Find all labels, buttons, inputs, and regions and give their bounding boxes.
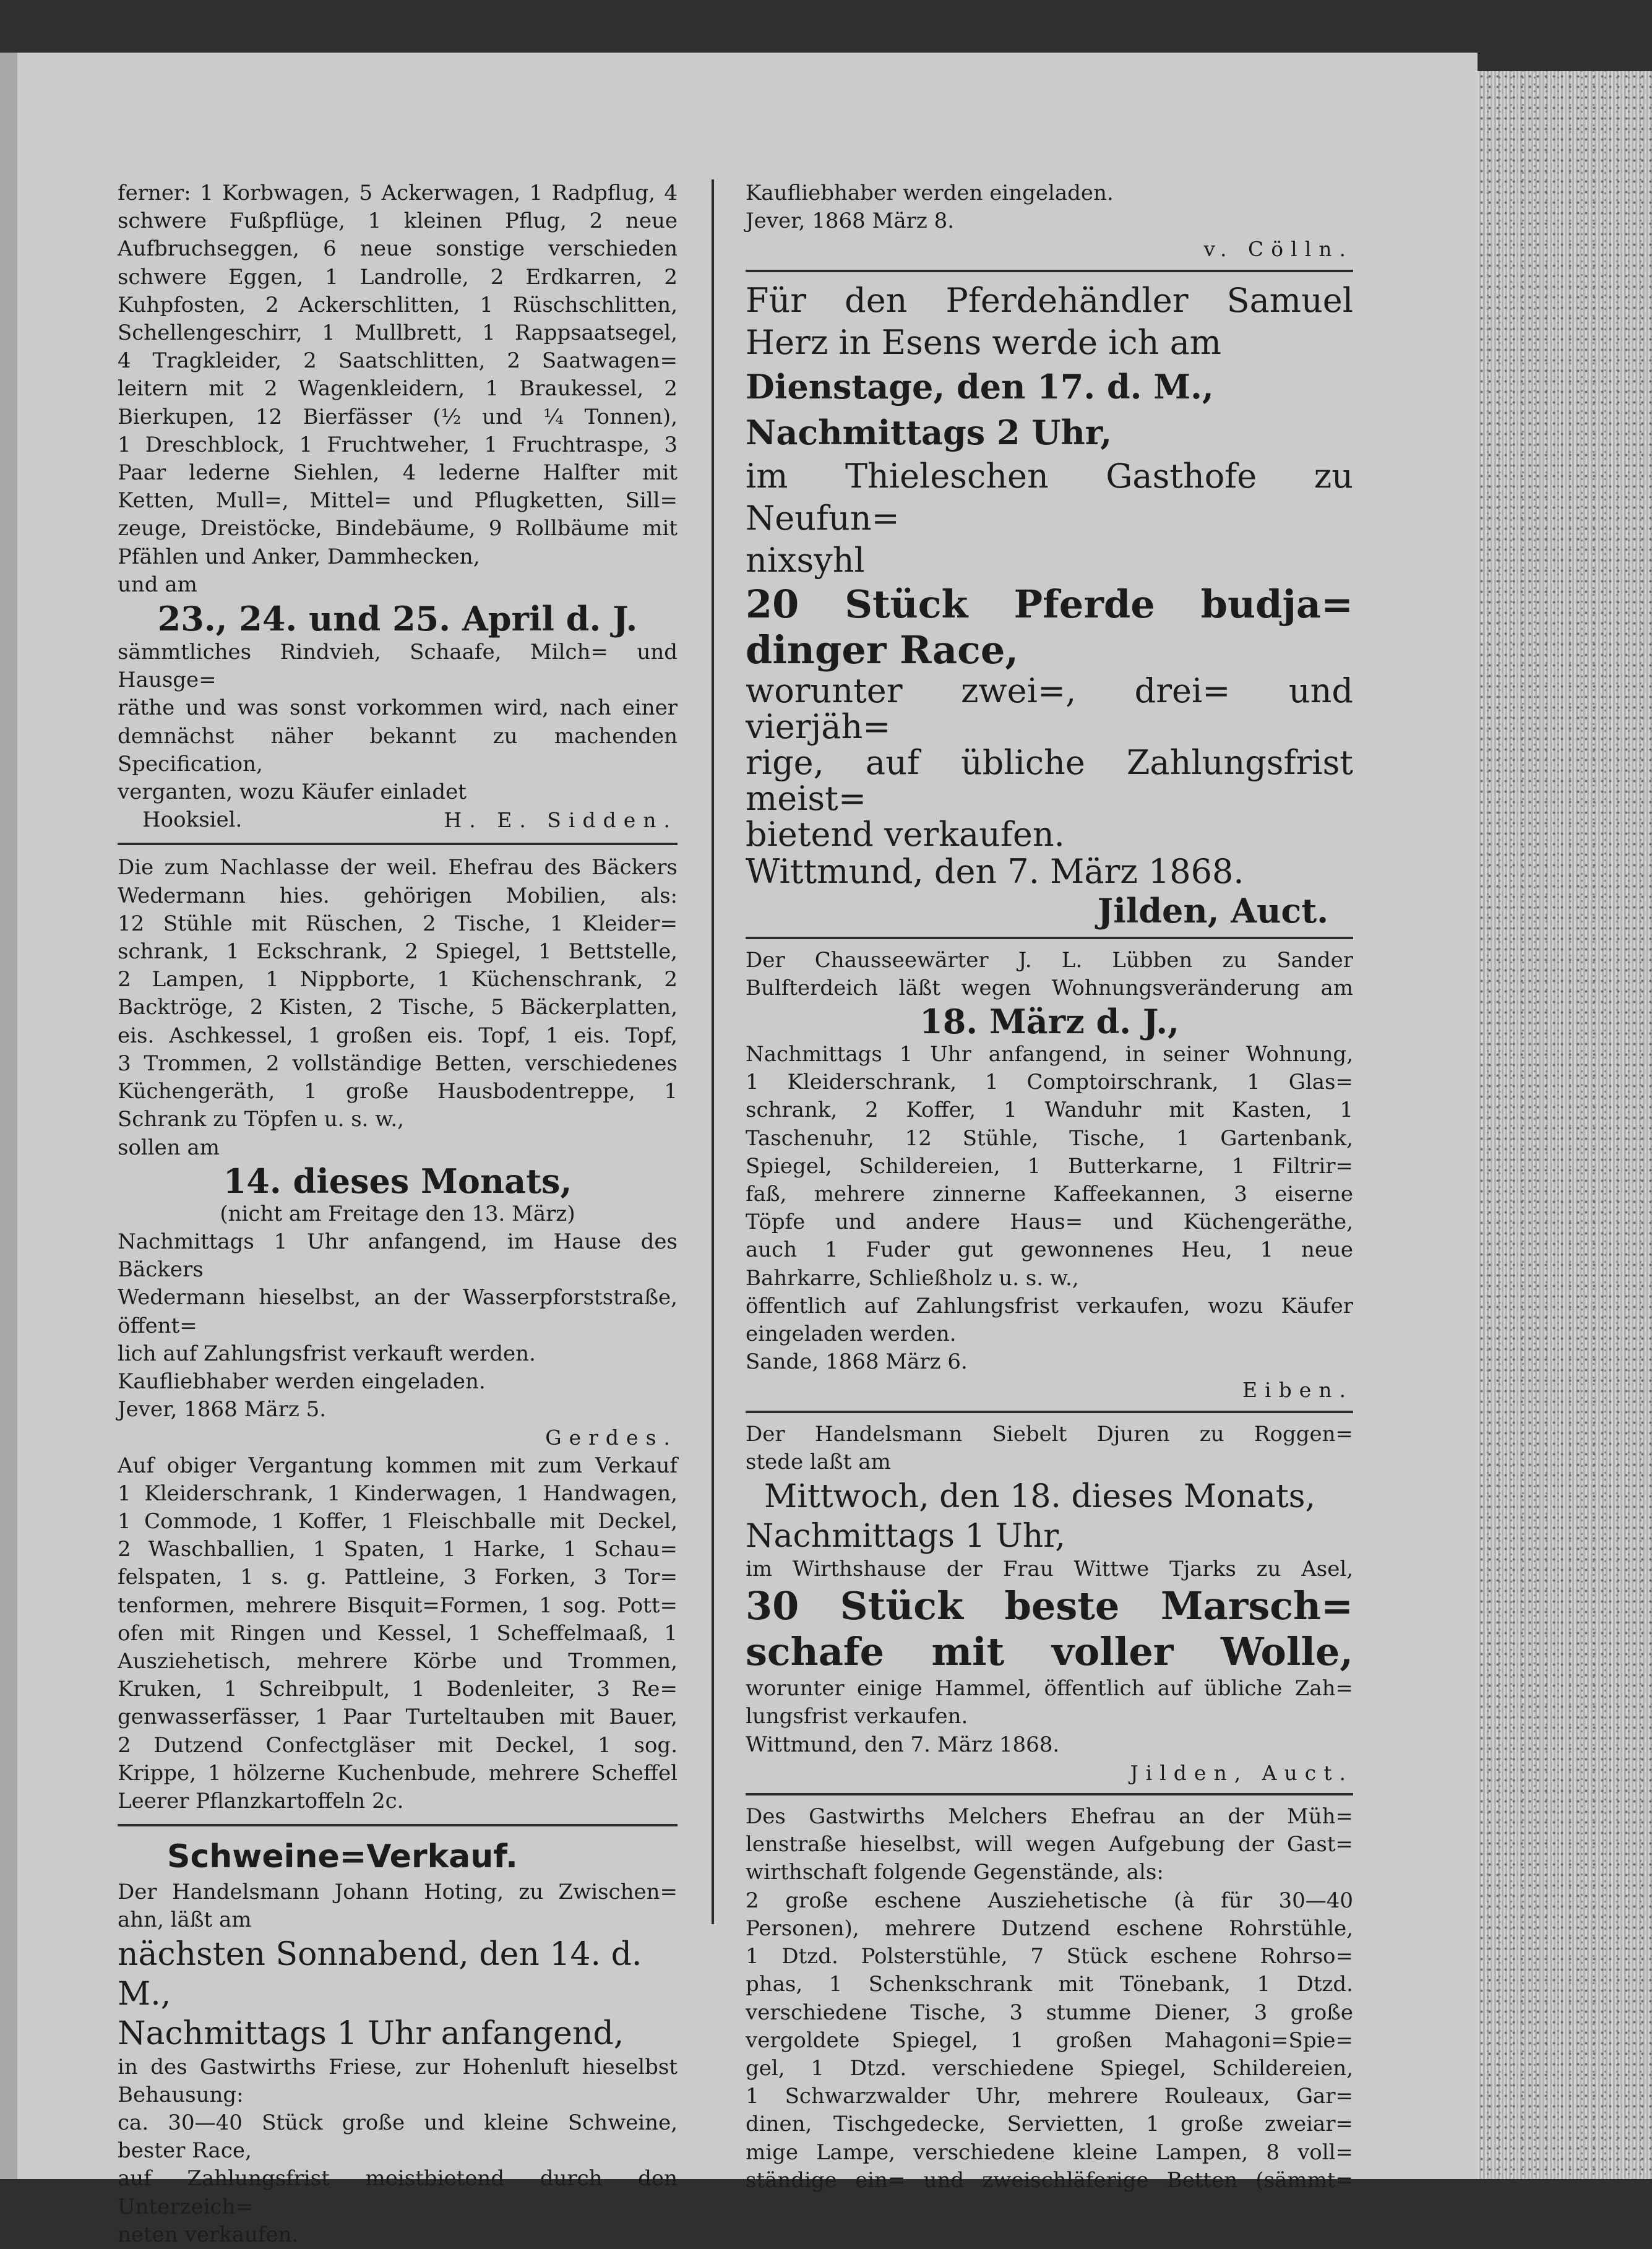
text-line: Bahrkarre, Schließholz u. s. w.,	[746, 1265, 1079, 1291]
ad-time-heading: Nachmittags 2 Uhr,	[746, 412, 1112, 452]
text-line: Pfählen und Anker, Dammhecken,	[118, 544, 480, 569]
ad-date-heading: 23., 24. und 25. April d. J.	[157, 599, 638, 639]
ad-place: Sande, 1868 März 6.	[746, 1349, 968, 1375]
divider-line	[118, 1824, 678, 1826]
text-line: Krippe, 1 hölzerne Kuchenbude, mehrere Scheffel	[118, 1760, 678, 1786]
text-line: tenformen, mehrere Bisquit=Formen, 1 sog. Pott=	[118, 1593, 678, 1618]
text-line: auf Zahlungsfrist meistbietend durch den Unterzeich=	[118, 2166, 678, 2219]
text-line: Bierkupen, 12 Bierfässer (½ und ¼ Tonnen),	[118, 404, 678, 429]
column-divider	[712, 179, 714, 1924]
text-line: auch 1 Fuder gut gewonnenes Heu, 1 neue	[746, 1237, 1353, 1263]
text-line: worunter einige Hammel, öffentlich auf übliche Zah=	[746, 1676, 1353, 1701]
text-line: 3 Trommen, 2 vollständige Betten, verschiedenes	[118, 1051, 678, 1076]
ad-bold-line: schafe mit voller Wolle,	[746, 1629, 1353, 1675]
ad-coelln-end	[746, 179, 1353, 264]
ad-heading-line: Herz in Esens werde ich am	[746, 322, 1221, 362]
text-line: Kruken, 1 Schreibpult, 1 Bodenleiter, 3 Re=	[118, 1677, 678, 1702]
text-line: schrank, 1 Eckschrank, 2 Spiegel, 1 Bettstelle,	[118, 939, 678, 965]
text-line: Ausziehetisch, mehrere Körbe und Trommen,	[118, 1648, 678, 1674]
ad-title: Schweine=Verkauf.	[167, 1838, 518, 1876]
text-line: 4 Tragkleider, 2 Saatschlitten, 2 Saatwagen=	[118, 348, 678, 374]
ad-date-heading: Dienstage, den 17. d. M.,	[746, 366, 1214, 406]
text-line: Wedermann hies. gehörigen Mobilien, als:	[118, 883, 678, 908]
ad-date-heading: 14. dieses Monats,	[223, 1161, 572, 1201]
ad-bold-line: 20 Stück Pferde budja=	[746, 581, 1353, 627]
text-line: Schellengeschirr, 1 Mullbrett, 1 Rappsaatsegel,	[118, 320, 678, 346]
ad-wedermann	[118, 854, 678, 1451]
text-line: Schrank zu Töpfen u. s. w.,	[118, 1107, 404, 1132]
ad-signature: Jilden, Auct.	[1130, 1760, 1353, 1785]
divider-line	[746, 1793, 1353, 1795]
text-line: eingeladen werden.	[746, 1322, 957, 1347]
ad-heading-line: worunter zwei=, drei= und vierjäh=	[746, 671, 1353, 746]
text-line: 1 Commode, 1 Koffer, 1 Fleischballe mit Deckel,	[118, 1508, 678, 1534]
text-line: und am	[118, 572, 197, 597]
text-line: Kaufliebhaber werden eingeladen.	[118, 1369, 486, 1394]
text-line: lungsfrist verkaufen.	[746, 1704, 968, 1729]
text-line: Taschenuhr, 12 Stühle, Tische, 1 Gartenbank,	[746, 1125, 1353, 1151]
text-line: bester Race,	[118, 2138, 252, 2164]
text-line: Backtröge, 2 Kisten, 2 Tische, 5 Bäckerplatten,	[118, 995, 678, 1020]
text-line: 1 Kleiderschrank, 1 Comptoirschrank, 1 Glas=	[746, 1070, 1353, 1095]
ad-place: Jever, 1868 März 5.	[118, 1397, 327, 1422]
ad-place: Wittmund, den 7. März 1868.	[746, 851, 1244, 891]
text-line: demnächst näher bekannt zu machenden Specification,	[118, 723, 678, 776]
ad-vergantung	[118, 1452, 678, 1816]
divider-line	[746, 937, 1353, 939]
text-line: vergoldete Spiegel, 1 großen Mahagoni=Spie=	[746, 2028, 1353, 2053]
ad-heading-line: im Thieleschen Gasthofe zu Neufun=	[746, 456, 1353, 538]
ad-place: Hooksiel.	[142, 807, 243, 833]
ad-heading-line: Für den Pferdehändler Samuel	[746, 280, 1353, 320]
ad-pferde	[746, 280, 1353, 931]
left-column	[118, 179, 678, 2249]
text-line: öffentlich auf Zahlungsfrist verkaufen, wozu Käufer	[746, 1293, 1353, 1318]
ad-signature: Jilden, Auct.	[1097, 890, 1328, 931]
text-line: Kaufliebhaber werden eingeladen.	[746, 181, 1114, 205]
divider-line	[746, 270, 1353, 272]
ad-time-heading: Nachmittags 1 Uhr,	[746, 1518, 1065, 1555]
text-line: ahn, läßt am	[118, 1907, 252, 1933]
text-line: Auf obiger Vergantung kommen mit zum Verkauf	[118, 1453, 678, 1478]
text-line: Aufbruchseggen, 6 neue sonstige verschieden	[118, 236, 678, 262]
text-line: Nachmittags 1 Uhr anfangend, im Hause des Bäckers	[118, 1229, 678, 1283]
text-line: dinen, Tischgedecke, Servietten, 1 große zweiar=	[746, 2112, 1353, 2137]
text-line: 1 Kleiderschrank, 1 Kinderwagen, 1 Handwagen,	[118, 1481, 678, 1506]
ad-heading-line: rige, auf übliche Zahlungsfrist meist=	[746, 742, 1353, 818]
text-line: ständige ein= und zweischläferige Betten (sämmt=	[746, 2167, 1353, 2193]
text-line: verschiedene Tische, 3 stumme Diener, 3 große	[746, 2000, 1353, 2025]
text-line: Behausung:	[118, 2082, 244, 2107]
text-line: Töpfe und andere Haus= und Küchengeräthe,	[746, 1210, 1353, 1235]
text-line: Wedermann hieselbst, an der Wasserpforststraße, öffent=	[118, 1285, 678, 1338]
text-line: felspaten, 1 s. g. Pattleine, 3 Forken, 3 Tor=	[118, 1565, 678, 1590]
text-line: phas, 1 Schenkschrank mit Tönebank, 1 Dtzd.	[746, 1972, 1353, 1997]
text-line: Paar lederne Siehlen, 4 lederne Halfter mit	[118, 460, 678, 486]
text-line: 2 Lampen, 1 Nippborte, 1 Küchenschrank, 2	[118, 967, 678, 992]
ad-place: Jever, 1868 März 8.	[746, 209, 955, 234]
text-line: Des Gastwirths Melchers Ehefrau an der Müh=	[746, 1804, 1353, 1830]
text-line: Die zum Nachlasse der weil. Ehefrau des Bäckers	[118, 855, 678, 880]
text-line: ferner: 1 Korbwagen, 5 Ackerwagen, 1 Radpflug, 4	[118, 181, 678, 205]
ad-signature: Eiben.	[1242, 1378, 1353, 1403]
text-line: schwere Eggen, 1 Landrolle, 2 Erdkarren, 2	[118, 264, 678, 290]
text-line: räthe und was sonst vorkommen wird, nach einer	[118, 695, 678, 721]
ad-date-heading: nächsten Sonnabend, den 14. d. M.,	[118, 1935, 642, 2013]
ad-date-heading: Mittwoch, den 18. dieses Monats,	[764, 1478, 1315, 1516]
text-line: 1 Dreschblock, 1 Fruchtweher, 1 Fruchtraspe, 3	[118, 432, 678, 457]
right-column	[746, 179, 1353, 2195]
text-line: 12 Stühle mit Rüschen, 2 Tische, 1 Kleider=	[118, 911, 678, 936]
ad-heading-line: bietend verkaufen.	[746, 814, 1065, 854]
text-line: im Wirthshause der Frau Wittwe Tjarks zu Asel,	[746, 1557, 1353, 1582]
text-line: sämmtliches Rindvieh, Schaafe, Milch= und Hausge=	[118, 640, 678, 693]
text-line: zeuge, Dreistöcke, Bindebäume, 9 Rollbäume mit	[118, 516, 678, 541]
text-line: genwasserfässer, 1 Paar Turteltauben mit Bauer,	[118, 1705, 678, 1730]
text-line: neten verkaufen.	[118, 2222, 299, 2247]
text-line: in des Gastwirths Friese, zur Hohenluft hieselbst	[118, 2054, 678, 2079]
text-line: ofen mit Ringen und Kessel, 1 Scheffelmaaß, 1	[118, 1620, 678, 1646]
book-edge	[1478, 71, 1652, 2179]
text-line: 2 Waschballien, 1 Spaten, 1 Harke, 1 Schau=	[118, 1537, 678, 1562]
text-line: Der Handelsmann Johann Hoting, zu Zwischen=	[118, 1880, 678, 1905]
text-line: lenstraße hieselbst, will wegen Aufgebung der Gast=	[746, 1832, 1353, 1857]
text-line: Küchengeräth, 1 große Hausbodentreppe, 1	[118, 1079, 678, 1104]
ad-time-heading: Nachmittags 1 Uhr anfangend,	[118, 2015, 624, 2052]
text-line: 2 Dutzend Confectgläser mit Deckel, 1 sog.	[118, 1732, 678, 1758]
text-line: faß, mehrere zinnerne Kaffeekannen, 3 eiserne	[746, 1182, 1353, 1207]
text-line: stede laßt am	[746, 1449, 891, 1474]
ad-place: Wittmund, den 7. März 1868.	[746, 1732, 1060, 1757]
text-line: lich auf Zahlungsfrist verkauft werden.	[118, 1341, 536, 1366]
ad-bold-line: dinger Race,	[746, 627, 1018, 673]
text-line: ca. 30—40 Stück große und kleine Schweine,	[118, 2110, 678, 2135]
ad-date-heading: 18. März d. J.,	[919, 1002, 1179, 1042]
text-line: eis. Aschkessel, 1 großen eis. Topf, 1 eis. Topf,	[118, 1023, 678, 1048]
text-line: wirthschaft folgende Gegenstände, als:	[746, 1860, 1164, 1885]
text-line: Ketten, Mull=, Mittel= und Pflugketten, Sill=	[118, 488, 678, 514]
divider-line	[746, 1411, 1353, 1413]
text-line: schrank, 2 Koffer, 1 Wanduhr mit Kasten, 1	[746, 1098, 1353, 1123]
ad-djuren	[746, 1421, 1353, 1787]
text-line: Personen), mehrere Dutzend eschene Rohrstühle,	[746, 1916, 1353, 1941]
text-line: (nicht am Freitage den 13. März)	[220, 1201, 575, 1226]
ad-bold-line: 30 Stück beste Marsch=	[746, 1583, 1353, 1629]
ad-melchers	[746, 1803, 1353, 2195]
ad-heading-line: nixsyhl	[746, 540, 865, 580]
text-line: sollen am	[118, 1135, 220, 1160]
divider-line	[118, 843, 678, 845]
ad-signature: H. E. Sidden.	[444, 808, 678, 833]
text-line: Der Handelsmann Siebelt Djuren zu Roggen=	[746, 1421, 1353, 1447]
text-line: 2 große eschene Ausziehetische (à für 30—40	[746, 1888, 1353, 1913]
ad-signature: v. Cölln.	[1203, 237, 1353, 262]
book-gutter	[0, 53, 17, 2179]
text-line: Nachmittags 1 Uhr anfangend, in seiner Wohnung,	[746, 1042, 1353, 1067]
text-line: Leerer Pflanzkartoffeln 2c.	[118, 1788, 404, 1813]
text-line: Bulfterdeich läßt wegen Wohnungsveränderung am	[746, 975, 1353, 1000]
text-line: gel, 1 Dtzd. verschiedene Spiegel, Schildereien,	[746, 2055, 1353, 2081]
text-line: verganten, wozu Käufer einladet	[118, 780, 467, 805]
text-line: mige Lampe, verschiedene kleine Lampen, 8 voll=	[746, 2139, 1353, 2165]
text-line: Spiegel, Schildereien, 1 Butterkarne, 1 Filtrir=	[746, 1153, 1353, 1179]
text-line: Kuhpfosten, 2 Ackerschlitten, 1 Rüschschlitten,	[118, 292, 678, 317]
ad-signature: Gerdes.	[545, 1426, 678, 1450]
text-line: Der Chausseewärter J. L. Lübben zu Sander	[746, 947, 1353, 973]
ad-luebben	[746, 947, 1353, 1404]
ad-schweine	[118, 1835, 678, 2249]
text-line: schwere Fußpflüge, 1 kleinen Pflug, 2 neue	[118, 209, 678, 234]
text-line: 1 Schwarzwalder Uhr, mehrere Rouleaux, Gar=	[746, 2084, 1353, 2109]
text-line: 1 Dtzd. Polsterstühle, 7 Stück eschene Rohrso=	[746, 1944, 1353, 1969]
ad-korbwagen	[118, 179, 678, 834]
text-line: leitern mit 2 Wagenkleidern, 1 Braukessel, 2	[118, 376, 678, 402]
